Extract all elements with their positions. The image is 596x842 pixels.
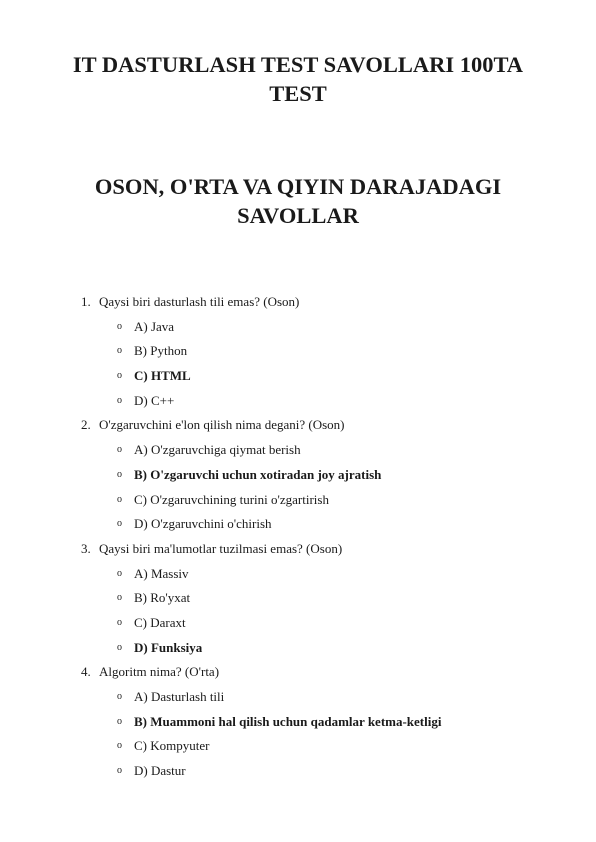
bullet-icon: o [117,493,122,505]
answer-option [0,512,596,537]
option-text: A) Java [134,318,175,334]
bullet-icon: o [117,468,122,480]
question-number: 4. [81,664,91,680]
option-text: C) HTML [134,368,191,384]
question-text: Qaysi biri dasturlash tili emas? (Oson) [99,294,300,309]
question-text: Algoritm nima? (O'rta) [99,664,220,680]
answer-option-correct [0,463,596,488]
bullet-icon: o [117,345,122,357]
document-title: IT DASTURLASH TEST SAVOLLARI 100TA TEST [72,52,524,106]
answer-option-correct [0,636,596,661]
question-list [0,290,596,784]
answer-option [0,339,596,364]
answer-option [0,562,596,587]
option-text: C) O'zgaruvchining turini o'zgartirish [134,491,329,507]
option-text: B) Python [134,343,188,359]
bullet-icon: o [117,370,122,382]
bullet-icon: o [117,765,122,777]
answer-option [0,315,596,340]
question-text: Qaysi biri ma'lumotlar tuzilmasi emas? (Oson) [99,540,343,556]
bullet-icon: o [117,567,122,579]
question-text: O'zgaruvchini e'lon qilish nima degani? (Oson) [99,417,345,433]
question-number: 1. [81,294,91,309]
bullet-icon: o [117,616,122,628]
bullet-icon: o [117,518,122,530]
answer-option [0,759,596,784]
answer-option [0,586,596,611]
bullet-icon: o [117,715,122,727]
option-text: B) Muammoni hal qilish uchun qadamlar ketma-ketligi [134,713,442,729]
option-text: D) C++ [134,392,175,408]
question-2 [0,413,596,438]
bullet-icon: o [117,320,122,332]
option-text: D) O'zgaruvchini o'chirish [134,516,272,532]
option-text: C) Daraxt [134,614,186,630]
question-3 [0,537,596,562]
answer-option [0,734,596,759]
question-1 [0,290,596,315]
answer-option-correct [0,710,596,735]
answer-option [0,611,596,636]
bullet-icon: o [117,592,122,604]
option-text: C) Kompyuter [134,738,210,754]
option-text: A) Massiv [134,565,189,581]
option-text: A) Dasturlash tili [134,689,225,704]
bullet-icon: o [117,444,122,456]
answer-option [0,685,596,710]
question-number: 2. [81,417,91,433]
bullet-icon: o [117,691,122,702]
option-text: D) Dastur [134,763,186,779]
option-text: A) O'zgaruvchiga qiymat berish [134,442,301,458]
answer-option [0,438,596,463]
option-text: B) Ro'yxat [134,590,191,606]
bullet-icon: o [117,641,122,653]
bullet-icon: o [117,394,122,406]
answer-option-correct [0,364,596,389]
option-text: B) O'zgaruvchi uchun xotiradan joy ajratish [134,466,382,482]
document-subtitle: OSON, O'RTA VA QIYIN DARAJADAGI SAVOLLAR [94,174,502,228]
bullet-icon: o [117,740,122,752]
answer-option [0,389,596,414]
answer-option [0,488,596,513]
question-4 [0,660,596,685]
option-text: D) Funksiya [134,639,203,655]
question-number: 3. [81,540,91,556]
